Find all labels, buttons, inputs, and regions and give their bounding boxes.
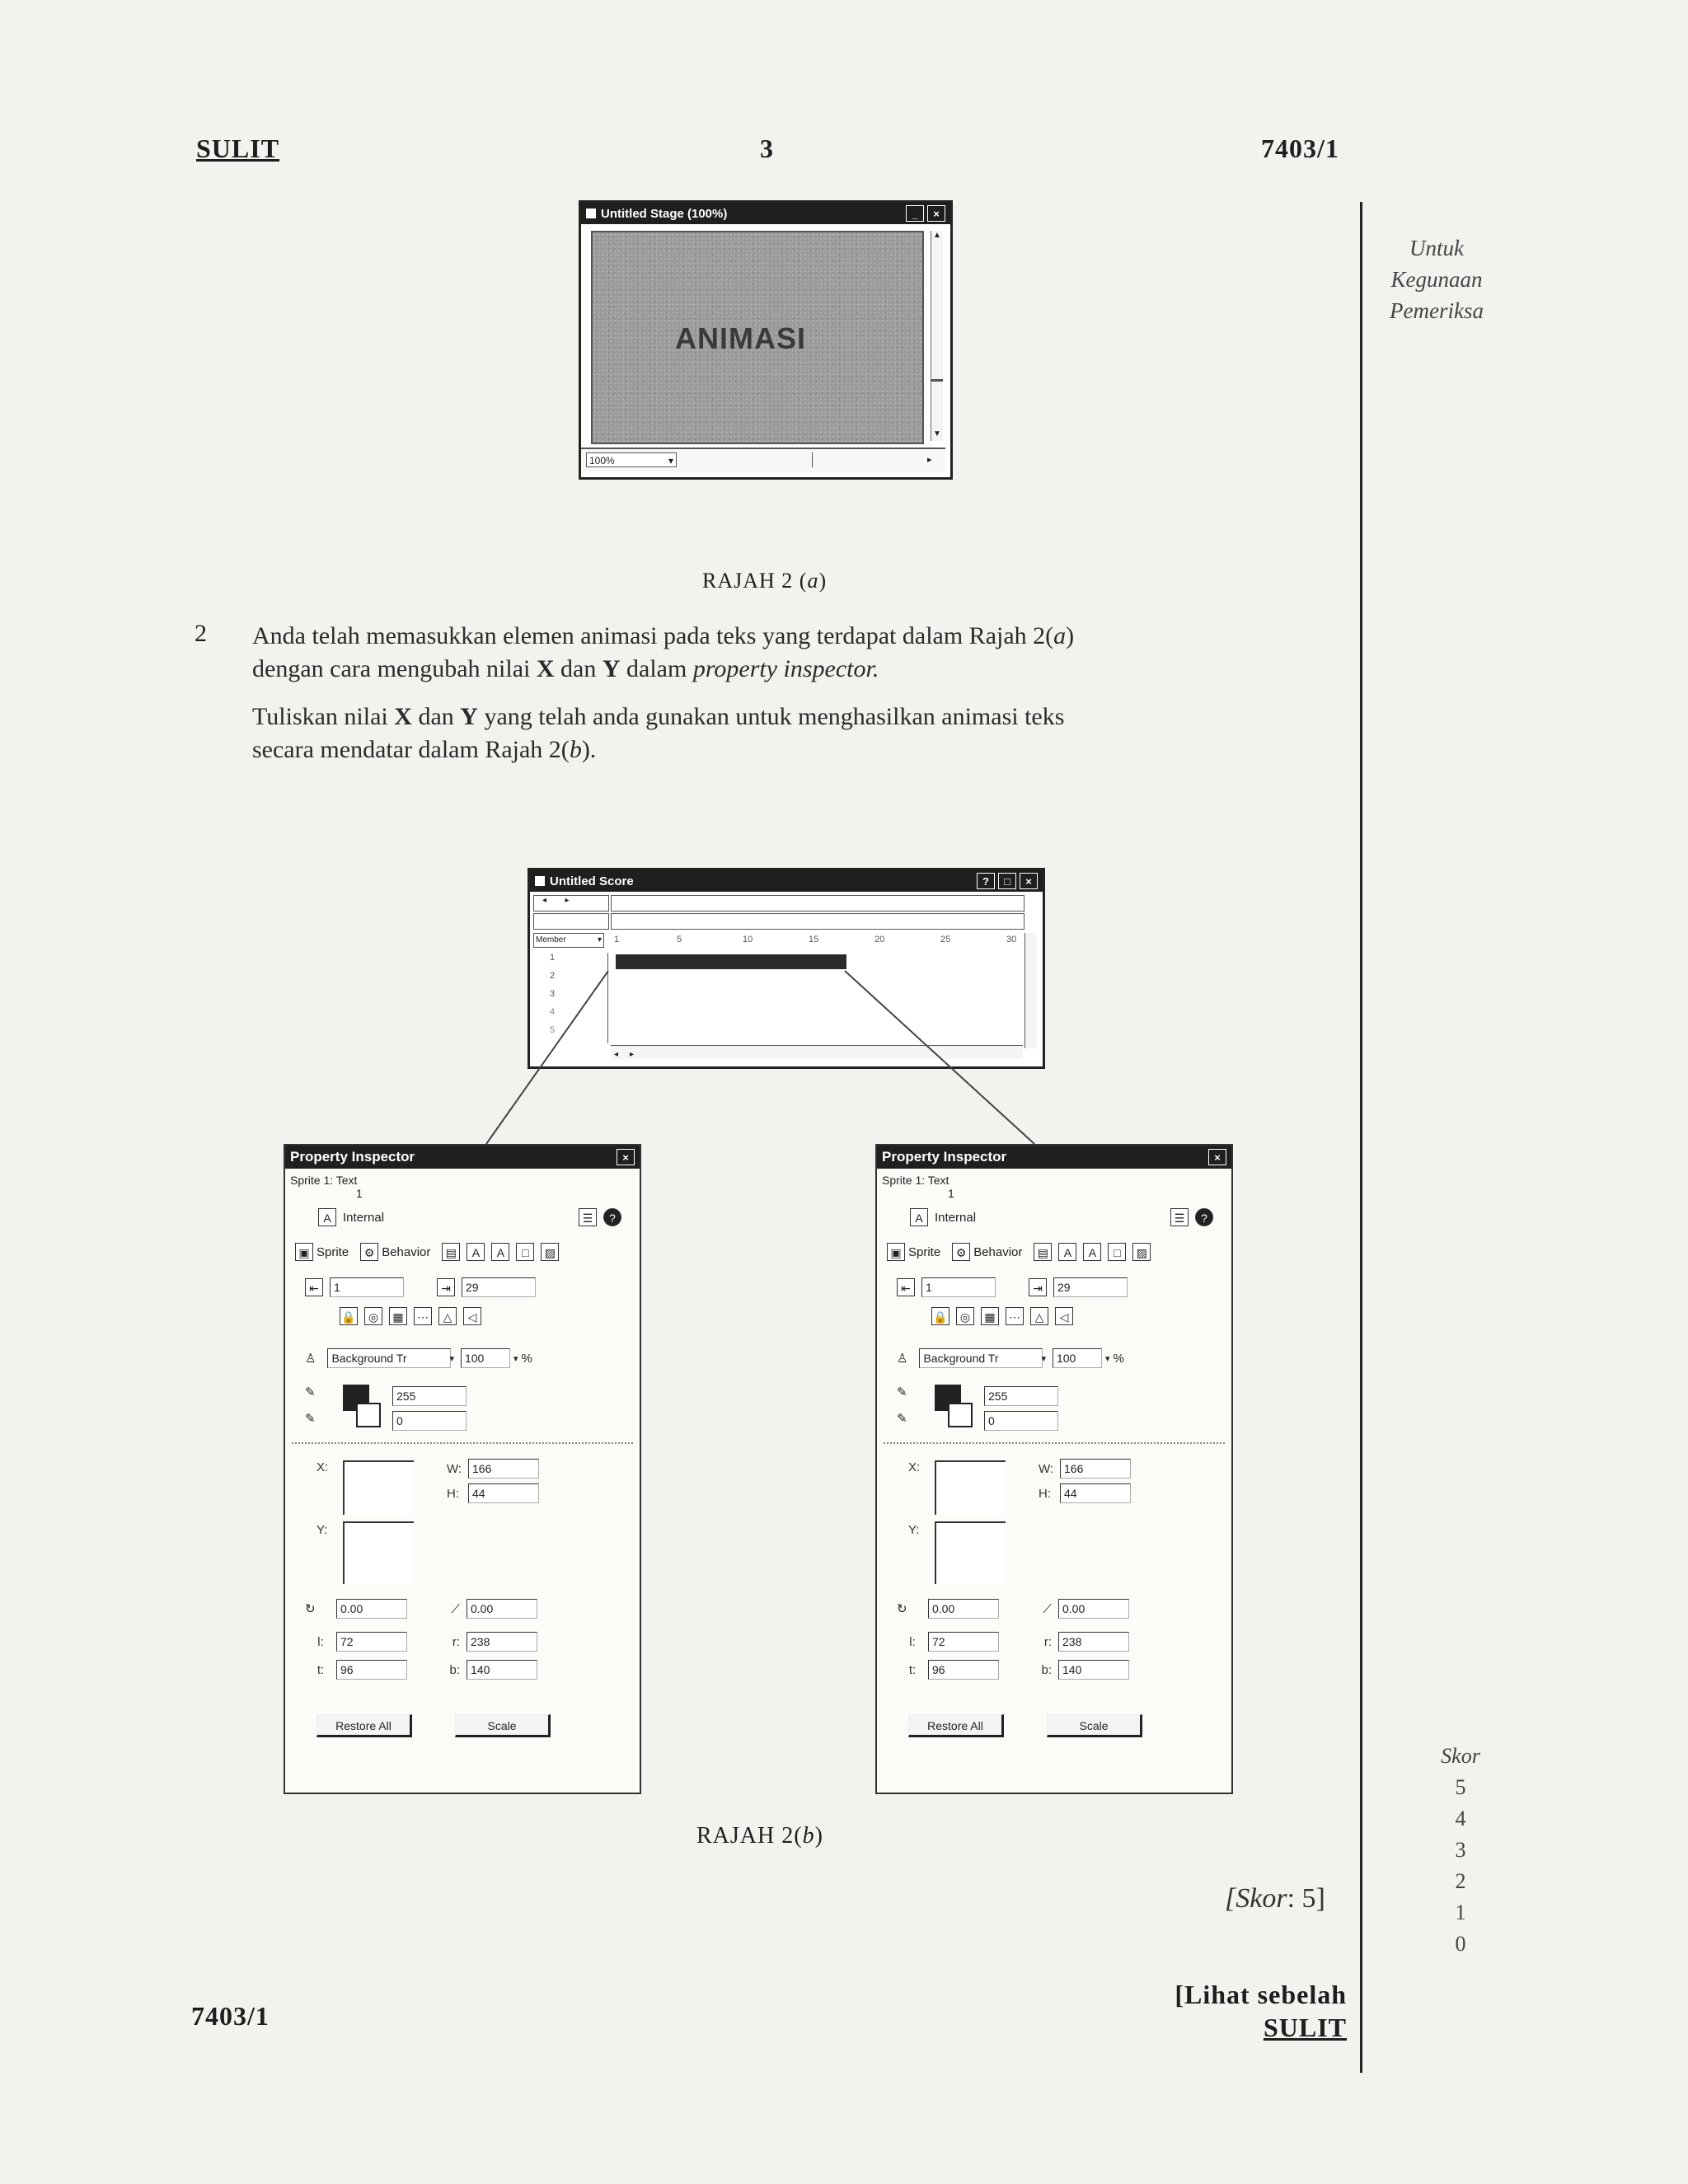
- rotation-row: [305, 1599, 537, 1619]
- header-paper-code: 7403/1: [1261, 134, 1339, 163]
- width-field[interactable]: 166: [468, 1459, 539, 1479]
- bottom-field[interactable]: 140: [467, 1660, 537, 1680]
- left-field[interactable]: 72: [928, 1632, 999, 1652]
- skew-icon: ⟋: [451, 1601, 460, 1616]
- footer-lihat-sebelah: [Lihat sebelah: [1175, 1980, 1347, 2009]
- color-icons: [305, 1381, 333, 1432]
- ruler-label: 1: [614, 935, 620, 944]
- rotation-row: [897, 1599, 1129, 1619]
- start-frame-icon: ⇤: [897, 1278, 915, 1296]
- inspector-tabs: [887, 1243, 1157, 1261]
- y-label: Y:: [316, 1523, 328, 1537]
- list-view-icon[interactable]: ☰: [579, 1208, 597, 1226]
- q-bold-y: Y: [460, 703, 478, 730]
- fore-row: [392, 1386, 467, 1406]
- left-field[interactable]: 72: [336, 1632, 407, 1652]
- foreground-color-icon: ✎: [305, 1385, 316, 1399]
- back-row: [392, 1411, 467, 1431]
- sprite-label: Sprite 1: Text: [290, 1174, 358, 1187]
- background-color-chip[interactable]: [948, 1403, 973, 1427]
- ink-dropdown[interactable]: [327, 1348, 451, 1368]
- examiner-note-line: Pemeriksa: [1390, 298, 1484, 323]
- cast-row: [910, 1208, 976, 1226]
- help-icon[interactable]: ?: [603, 1208, 621, 1226]
- channel-number: 3: [550, 989, 556, 999]
- skor-option[interactable]: 3: [1455, 1838, 1466, 1862]
- skor-label: [Skor: [1225, 1883, 1287, 1914]
- l-label: l:: [909, 1634, 916, 1649]
- ruler-label: 30: [1006, 935, 1017, 944]
- lr-row: [305, 1632, 537, 1652]
- sprite-option-icons: [340, 1307, 488, 1325]
- forecolor-field[interactable]: 255: [984, 1386, 1058, 1406]
- sprite-tab-icon: ▣: [295, 1243, 313, 1261]
- tb-row: [305, 1660, 537, 1680]
- t-label: t:: [908, 1662, 917, 1677]
- scale-button[interactable]: Scale: [455, 1714, 551, 1737]
- background-color-chip[interactable]: [356, 1403, 381, 1427]
- end-frame-icon: ⇥: [437, 1278, 455, 1296]
- background-color-icon: ✎: [305, 1412, 316, 1426]
- chevron-down-icon: ▾: [449, 1353, 454, 1364]
- ruler-label: 10: [743, 935, 753, 944]
- foreground-color-icon: ✎: [897, 1385, 907, 1399]
- property-inspector-right: [875, 1144, 1233, 1794]
- h-label: H:: [1039, 1486, 1051, 1501]
- chevron-down-icon: ▾: [513, 1353, 518, 1364]
- ink-dropdown[interactable]: [919, 1348, 1043, 1368]
- ink-row: [305, 1348, 532, 1368]
- skew-field[interactable]: 0.00: [1058, 1599, 1129, 1619]
- rotation-field[interactable]: 0.00: [928, 1599, 999, 1619]
- guide-tab-icon[interactable]: ▨: [1132, 1243, 1151, 1261]
- w-label: W:: [1039, 1461, 1054, 1476]
- caption-letter: a: [807, 569, 819, 593]
- right-field[interactable]: 238: [1058, 1632, 1129, 1652]
- action-buttons: [316, 1714, 551, 1737]
- sprite-tab-icon: ▣: [887, 1243, 905, 1261]
- end-frame-field[interactable]: 29: [462, 1277, 536, 1297]
- chevron-down-icon: ▾: [1104, 1353, 1110, 1364]
- flip-v-icon[interactable]: ◁: [1055, 1307, 1073, 1325]
- q-text: dengan cara mengubah nilai: [252, 655, 537, 682]
- question-number: 2: [195, 620, 207, 647]
- percent-label: %: [1113, 1351, 1124, 1366]
- color-icons: [897, 1381, 925, 1432]
- ink-value: Background Tr: [331, 1352, 407, 1365]
- y-value-field[interactable]: [343, 1521, 414, 1584]
- restore-all-button[interactable]: Restore All: [316, 1714, 412, 1737]
- h-row: [447, 1483, 539, 1503]
- r-label: r:: [1043, 1634, 1052, 1649]
- b-label: b:: [449, 1662, 460, 1677]
- lock-icon[interactable]: 🔒: [931, 1307, 950, 1325]
- text-cast-icon: A: [910, 1208, 928, 1226]
- callout-line-left: [486, 971, 608, 1144]
- q-italic: property inspector.: [692, 655, 879, 682]
- examiner-note-line: Kegunaan: [1390, 267, 1483, 292]
- q-text: ).: [581, 736, 597, 763]
- skor-column-title: Skor: [1441, 1744, 1480, 1768]
- editable-icon[interactable]: ◎: [364, 1307, 382, 1325]
- caption-prefix: RAJAH 2 (: [702, 569, 808, 593]
- footer-turn-over: [1149, 1978, 1347, 2044]
- q-italic: b: [569, 736, 582, 763]
- flip-h-icon[interactable]: △: [1030, 1307, 1048, 1325]
- start-frame-field[interactable]: 1: [330, 1277, 404, 1297]
- header-sulit: SULIT: [196, 134, 280, 163]
- footer-paper-code: 7403/1: [191, 2001, 270, 2031]
- flip-h-icon[interactable]: △: [438, 1307, 457, 1325]
- trails-icon[interactable]: ⋯: [1006, 1307, 1024, 1325]
- end-frame-field[interactable]: 29: [1053, 1277, 1128, 1297]
- action-buttons: [908, 1714, 1142, 1737]
- sprite-number: 1: [356, 1187, 363, 1200]
- scroll-up-icon[interactable]: ▲: [933, 231, 941, 240]
- h-label: H:: [447, 1486, 459, 1501]
- caption-suffix: ): [814, 1823, 823, 1849]
- skew-icon: ⟋: [1043, 1601, 1052, 1616]
- frame-row: [305, 1277, 536, 1297]
- inspector-title: Property Inspector: [290, 1149, 415, 1165]
- member-tab-icon[interactable]: ▤: [442, 1243, 460, 1261]
- q-bold-x: X: [536, 655, 555, 682]
- y-value-field[interactable]: [935, 1521, 1006, 1584]
- backcolor-field[interactable]: 0: [392, 1411, 467, 1431]
- rotation-field[interactable]: 0.00: [336, 1599, 407, 1619]
- movie-tab-icon[interactable]: □: [1108, 1243, 1126, 1261]
- inspector-title: Property Inspector: [882, 1149, 1007, 1165]
- q-bold-x: X: [394, 703, 412, 730]
- rotation-icon: ↻: [305, 1602, 316, 1616]
- skew-field[interactable]: 0.00: [467, 1599, 537, 1619]
- inspector-tabs: [295, 1243, 565, 1261]
- cast-tab-icon[interactable]: A: [1058, 1243, 1076, 1261]
- bottom-field[interactable]: 140: [1058, 1660, 1129, 1680]
- backcolor-field[interactable]: 0: [984, 1411, 1058, 1431]
- sprite-label: Sprite 1: Text: [882, 1174, 950, 1187]
- page-number: 3: [760, 134, 774, 163]
- ruler-label: 5: [677, 935, 682, 944]
- scroll-right-icon[interactable]: ▸: [927, 455, 932, 465]
- skor-value: : 5]: [1287, 1883, 1325, 1914]
- text-tab-icon[interactable]: A: [1083, 1243, 1101, 1261]
- right-field[interactable]: 238: [467, 1632, 537, 1652]
- height-field[interactable]: 44: [1060, 1483, 1131, 1503]
- blend-value: 100: [464, 1352, 485, 1365]
- close-icon[interactable]: ×: [1020, 873, 1038, 889]
- sprite-info: [290, 1174, 363, 1200]
- scroll-right-icon[interactable]: ▸: [630, 1050, 635, 1059]
- q-text: dan: [411, 703, 461, 730]
- behavior-tab-icon: ⚙: [360, 1243, 378, 1261]
- q-italic: a: [1053, 622, 1067, 649]
- lr-row: [897, 1632, 1129, 1652]
- footer-sulit: SULIT: [1263, 2013, 1347, 2042]
- caption-suffix: ): [818, 569, 828, 593]
- skor-option[interactable]: 4: [1455, 1807, 1466, 1830]
- q-text: secara mendatar dalam Rajah 2(: [252, 736, 570, 763]
- ink-icon: ♙: [897, 1352, 908, 1366]
- trails-icon[interactable]: ⋯: [414, 1307, 432, 1325]
- q-text: ): [1066, 622, 1075, 649]
- tab-behavior[interactable]: Behavior: [973, 1244, 1023, 1259]
- height-field[interactable]: 44: [468, 1483, 539, 1503]
- x-value-field[interactable]: [935, 1460, 1006, 1515]
- section-divider: [292, 1442, 633, 1444]
- flip-v-icon[interactable]: ◁: [463, 1307, 481, 1325]
- width-field[interactable]: 166: [1060, 1459, 1131, 1479]
- q-text: dalam: [620, 655, 693, 682]
- cast-row: [318, 1208, 384, 1226]
- cast-tab-icon[interactable]: A: [467, 1243, 485, 1261]
- close-icon[interactable]: ×: [617, 1149, 635, 1165]
- w-row: [447, 1459, 539, 1479]
- sprite-option-icons: [931, 1307, 1080, 1325]
- skor-marks: [1225, 1883, 1325, 1915]
- w-row: [1039, 1459, 1131, 1479]
- skor-option[interactable]: 2: [1455, 1869, 1466, 1893]
- q-bold-y: Y: [602, 655, 621, 682]
- minimize-icon[interactable]: _: [906, 205, 924, 222]
- movable-icon[interactable]: ▦: [981, 1307, 999, 1325]
- channel-number: 2: [550, 971, 556, 981]
- score-title: Untitled Score: [550, 874, 634, 888]
- ruler-label: 15: [809, 935, 819, 944]
- cast-label: Internal: [935, 1210, 977, 1225]
- b-label: b:: [1041, 1662, 1052, 1677]
- x-label: X:: [316, 1460, 329, 1474]
- skor-option[interactable]: 5: [1455, 1775, 1466, 1799]
- stage-text-sprite[interactable]: ANIMASI: [675, 321, 806, 355]
- top-field[interactable]: 96: [928, 1660, 999, 1680]
- channel-number: 4: [550, 1007, 556, 1017]
- channel-number: 5: [550, 1025, 556, 1035]
- start-frame-field[interactable]: 1: [921, 1277, 996, 1297]
- scroll-left-icon[interactable]: ◂: [614, 1050, 619, 1059]
- restore-all-button[interactable]: Restore All: [908, 1714, 1004, 1737]
- ink-icon: ♙: [305, 1352, 316, 1366]
- close-icon[interactable]: ×: [1208, 1149, 1226, 1165]
- movable-icon[interactable]: ▦: [389, 1307, 407, 1325]
- sprite-info: [882, 1174, 954, 1200]
- inspector-titlebar: [877, 1146, 1231, 1169]
- r-label: r:: [452, 1634, 460, 1649]
- inspector-titlebar: [285, 1146, 640, 1169]
- t-label: t:: [316, 1662, 325, 1677]
- close-icon[interactable]: ×: [927, 205, 945, 222]
- chevron-down-icon: ▾: [597, 935, 602, 944]
- forecolor-field[interactable]: 255: [392, 1386, 467, 1406]
- ruler-label: 20: [874, 935, 885, 944]
- cast-label: Internal: [343, 1210, 385, 1225]
- x-value-field[interactable]: [343, 1460, 414, 1515]
- skor-option[interactable]: 0: [1455, 1932, 1466, 1956]
- ink-row: [897, 1348, 1124, 1368]
- caption-letter: b: [802, 1823, 815, 1849]
- skor-column: [1428, 1741, 1493, 1960]
- y-label: Y:: [908, 1523, 920, 1537]
- help-icon[interactable]: ?: [1195, 1208, 1213, 1226]
- l-label: l:: [317, 1634, 324, 1649]
- blend-value: 100: [1056, 1352, 1076, 1365]
- h-row: [1039, 1483, 1131, 1503]
- behavior-tab-icon: ⚙: [952, 1243, 970, 1261]
- tb-row: [897, 1660, 1129, 1680]
- caption-prefix: RAJAH 2(: [696, 1823, 803, 1849]
- nav-left-icon[interactable]: ◂: [542, 896, 547, 905]
- ruler-label: 25: [940, 935, 951, 944]
- movie-tab-icon[interactable]: □: [516, 1243, 534, 1261]
- chevron-down-icon: ▾: [668, 455, 673, 466]
- frame-row: [897, 1277, 1128, 1297]
- examiner-note-line: Untuk: [1409, 236, 1464, 260]
- end-frame-icon: ⇥: [1029, 1278, 1047, 1296]
- member-tab-icon[interactable]: ▤: [1034, 1243, 1052, 1261]
- view-buttons: [579, 1208, 628, 1226]
- x-label: X:: [908, 1460, 921, 1474]
- q-text: Tuliskan nilai: [252, 703, 395, 730]
- list-view-icon[interactable]: ☰: [1170, 1208, 1189, 1226]
- chevron-down-icon: ▾: [1041, 1353, 1046, 1364]
- fore-row: [984, 1386, 1058, 1406]
- blend-dropdown[interactable]: [461, 1348, 510, 1368]
- scale-button[interactable]: Scale: [1047, 1714, 1142, 1737]
- nav-right-icon[interactable]: ▸: [565, 896, 570, 905]
- ink-value: Background Tr: [923, 1352, 999, 1365]
- background-color-icon: ✎: [897, 1412, 907, 1426]
- q-text: dan: [554, 655, 603, 682]
- tab-sprite[interactable]: Sprite: [908, 1244, 941, 1259]
- maximize-icon[interactable]: □: [998, 873, 1016, 889]
- editable-icon[interactable]: ◎: [956, 1307, 974, 1325]
- stage-title: Untitled Stage (100%): [601, 206, 728, 221]
- top-field[interactable]: 96: [336, 1660, 407, 1680]
- property-inspector-left: [284, 1144, 641, 1794]
- q-text: Anda telah memasukkan elemen animasi pada teks yang terdapat dalam Rajah 2(: [252, 622, 1054, 649]
- section-divider: [884, 1442, 1225, 1444]
- zoom-value: 100%: [589, 455, 615, 466]
- callout-line-right: [845, 971, 1034, 1144]
- view-buttons: [1170, 1208, 1220, 1226]
- channel-number: 1: [550, 953, 556, 963]
- start-frame-icon: ⇤: [305, 1278, 323, 1296]
- member-dropdown-value: Member: [536, 935, 566, 944]
- lock-icon[interactable]: 🔒: [340, 1307, 358, 1325]
- back-row: [984, 1411, 1058, 1431]
- blend-dropdown[interactable]: [1053, 1348, 1102, 1368]
- w-label: W:: [447, 1461, 462, 1476]
- help-icon[interactable]: ?: [977, 873, 995, 889]
- skor-option[interactable]: 1: [1455, 1900, 1466, 1924]
- sprite-number: 1: [948, 1187, 954, 1200]
- tab-sprite[interactable]: Sprite: [316, 1244, 349, 1259]
- q-text: yang telah anda gunakan untuk menghasilkan animasi teks: [477, 703, 1065, 730]
- text-cast-icon: A: [318, 1208, 336, 1226]
- rotation-icon: ↻: [897, 1602, 907, 1616]
- guide-tab-icon[interactable]: ▨: [541, 1243, 559, 1261]
- caption-rajah-2b: [696, 1823, 823, 1849]
- percent-label: %: [521, 1351, 532, 1366]
- tab-behavior[interactable]: Behavior: [382, 1244, 431, 1259]
- text-tab-icon[interactable]: A: [491, 1243, 509, 1261]
- scroll-down-icon[interactable]: ▼: [933, 429, 941, 438]
